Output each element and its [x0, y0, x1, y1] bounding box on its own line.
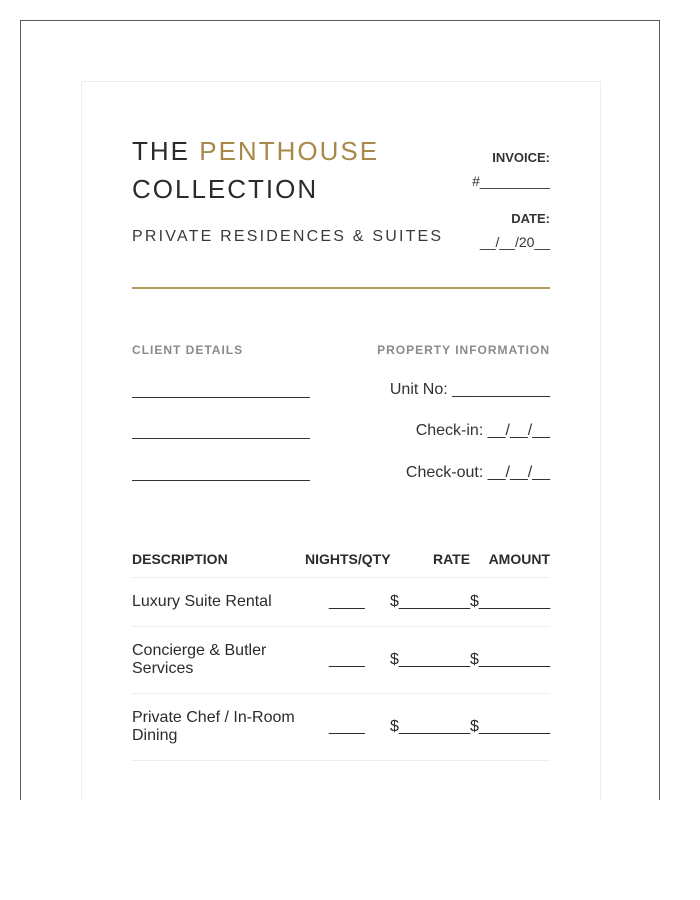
row-2-qty-field[interactable]: ____ [329, 651, 365, 668]
row-3-rate-field[interactable]: $________ [390, 718, 471, 735]
unit-number-field[interactable]: Unit No: ___________ [389, 381, 550, 398]
client-address-field[interactable] [132, 438, 310, 439]
date-field[interactable]: __/__/20__ [479, 234, 550, 250]
header-divider [132, 287, 550, 289]
row-1-description: Luxury Suite Rental [132, 593, 272, 610]
brand-title-line2: COLLECTION [132, 174, 319, 204]
brand-title-penthouse: PENTHOUSE [199, 136, 380, 166]
check-in-field[interactable]: Check-in: __/__/__ [415, 422, 550, 439]
check-out-field[interactable]: Check-out: __/__/__ [405, 464, 550, 481]
row-2-description: Concierge & Butler Services [132, 642, 267, 677]
row-2-separator [132, 693, 550, 694]
invoice-number-label: INVOICE: [492, 150, 550, 165]
brand-title-line1 [132, 136, 379, 167]
row-3-amount-field[interactable]: $________ [470, 718, 551, 735]
column-header-amount: AMOUNT [488, 551, 550, 567]
row-3-separator [132, 760, 550, 761]
row-2-rate-field[interactable]: $________ [390, 651, 471, 668]
column-header-description: DESCRIPTION [132, 551, 228, 567]
row-2-amount-field[interactable]: $________ [470, 651, 551, 668]
property-information-heading: PROPERTY INFORMATION [377, 343, 550, 357]
invoice-number-field[interactable]: #_________ [472, 173, 550, 189]
date-label: DATE: [511, 211, 550, 226]
row-1-qty-field[interactable]: ____ [329, 593, 365, 610]
brand-subtitle: PRIVATE RESIDENCES & SUITES [132, 228, 444, 245]
column-header-rate: RATE [433, 551, 471, 567]
column-header-nights-qty: NIGHTS/QTY [305, 551, 391, 567]
row-1-separator [132, 626, 550, 627]
row-3-description: Private Chef / In-Room Dining [132, 709, 295, 744]
row-3-qty-field[interactable]: ____ [329, 718, 365, 735]
table-header-separator [132, 577, 550, 578]
brand-title-the: THE [132, 136, 190, 166]
row-1-amount-field[interactable]: $________ [470, 593, 551, 610]
client-details-heading: CLIENT DETAILS [132, 343, 244, 357]
client-contact-field[interactable] [132, 480, 310, 481]
client-name-field[interactable] [132, 397, 310, 398]
row-1-rate-field[interactable]: $________ [390, 593, 471, 610]
